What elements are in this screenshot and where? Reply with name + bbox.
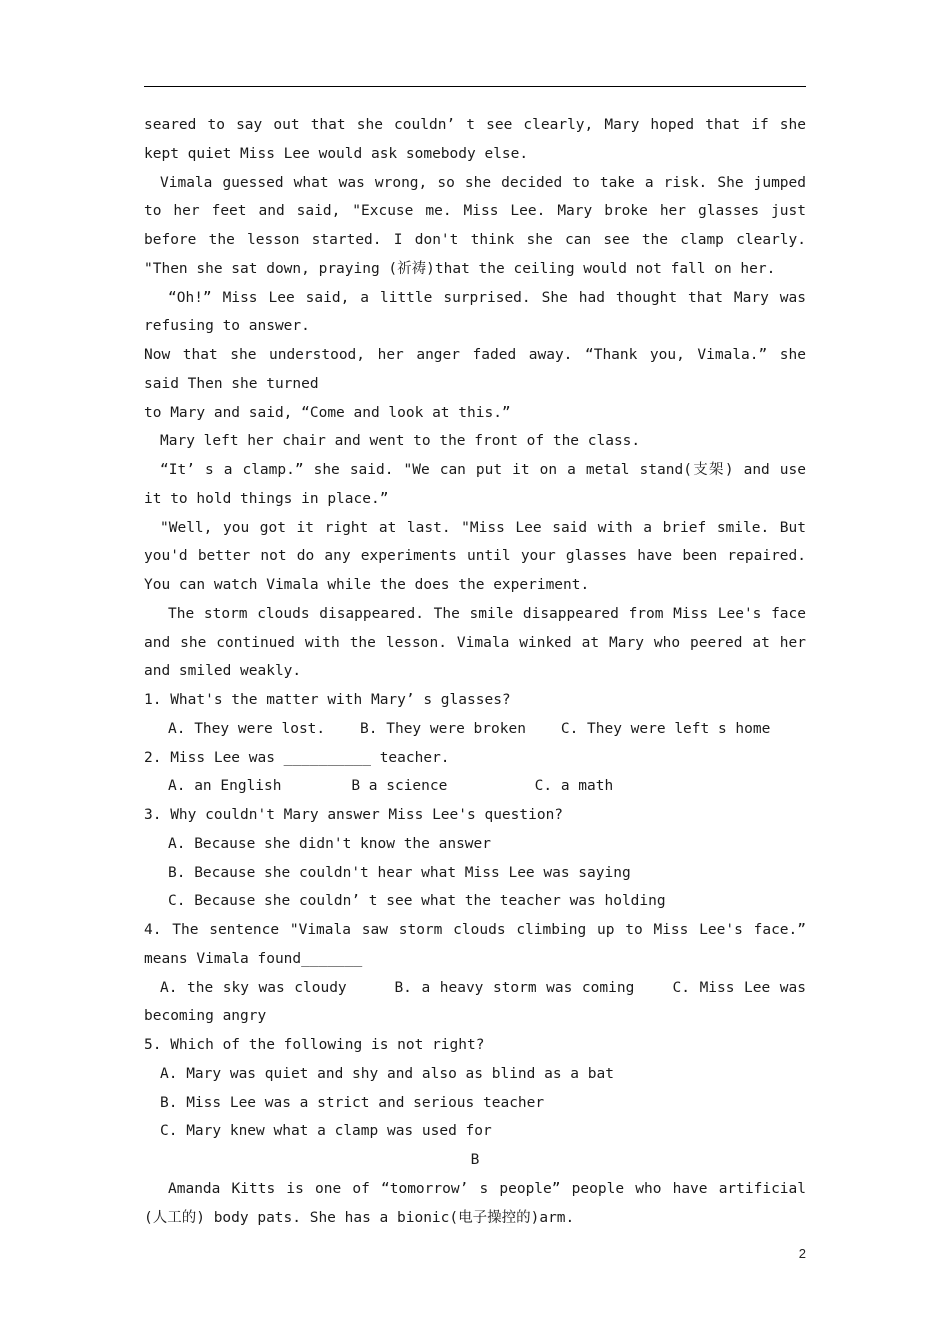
question-5-option-c: C. Mary knew what a clamp was used for <box>160 1123 492 1140</box>
question-4: 4. The sentence "Vimala saw storm clouds climbing up to Miss Lee's face.” means Vimala found_______ <box>144 922 815 967</box>
paragraph: Now that she understood, her anger faded away. “Thank you, Vimala.” she said Then she turned <box>144 347 815 392</box>
question-1: 1. What's the matter with Mary’ s glasses? <box>144 692 511 708</box>
paragraph: “It’ s a clamp.” she said. "We can put it on a metal stand(支架) and use it to hold things in place.” <box>144 462 815 507</box>
header-rule <box>144 86 806 87</box>
page-number: 2 <box>798 1246 806 1261</box>
question-5-option-b: B. Miss Lee was a strict and serious teacher <box>160 1094 545 1111</box>
question-5-option-a: A. Mary was quiet and shy and also as blind as a bat <box>160 1065 614 1082</box>
question-3-option-c: C. Because she couldn’ t see what the teacher was holding <box>168 893 666 910</box>
question-5: 5. Which of the following is not right? <box>144 1037 485 1053</box>
paragraph: "Well, you got it right at last. "Miss Lee said with a brief smile. But you'd better not do any experiments until your glasses have been repaired. You can watch Vimala while the does the experiment. <box>144 519 815 593</box>
question-3-option-b: B. Because she couldn't hear what Miss Lee was saying <box>168 864 631 881</box>
question-4-options: A. the sky was cloudy B. a heavy storm was coming C. Miss Lee was becoming angry <box>144 979 815 1025</box>
paragraph: Amanda Kitts is one of “tomorrow’ s people” people who have artificial (人工的) body pats. She has a bionic(电子操控的)arm. <box>144 1180 815 1226</box>
page-content <box>144 111 815 1232</box>
paragraph: Vimala guessed what was wrong, so she decided to take a risk. She jumped to her feet and said, "Excuse me. Miss Lee. Mary broke her glasses just before the lesson started. I don't think she can see the clamp clearly. "Then she sat down, praying (祈祷)that the ceiling would not fall on her. <box>144 174 815 277</box>
question-2: 2. Miss Lee was __________ teacher. <box>144 749 450 766</box>
question-3: 3. Why couldn't Mary answer Miss Lee's question? <box>144 807 564 823</box>
section-heading: B <box>470 1152 480 1168</box>
paragraph: The storm clouds disappeared. The smile disappeared from Miss Lee's face and she continued with the lesson. Vimala winked at Mary who peered at her and smiled weakly. <box>144 605 815 680</box>
paragraph: “Oh!” Miss Lee said, a little surprised. She had thought that Mary was refusing to answer. <box>144 289 815 335</box>
question-1-options: A. They were lost. B. They were broken C. They were left s home <box>168 720 771 737</box>
question-2-options: A. an English B a science C. a math <box>168 778 614 795</box>
paragraph: to Mary and said, “Come and look at this.” <box>144 404 511 421</box>
paragraph: seared to say out that she couldn’ t see clearly, Mary hoped that if she kept quiet Miss Lee would ask somebody else. <box>144 117 815 162</box>
question-3-option-a: A. Because she didn't know the answer <box>168 835 492 852</box>
paragraph: Mary left her chair and went to the front of the class. <box>160 433 641 450</box>
